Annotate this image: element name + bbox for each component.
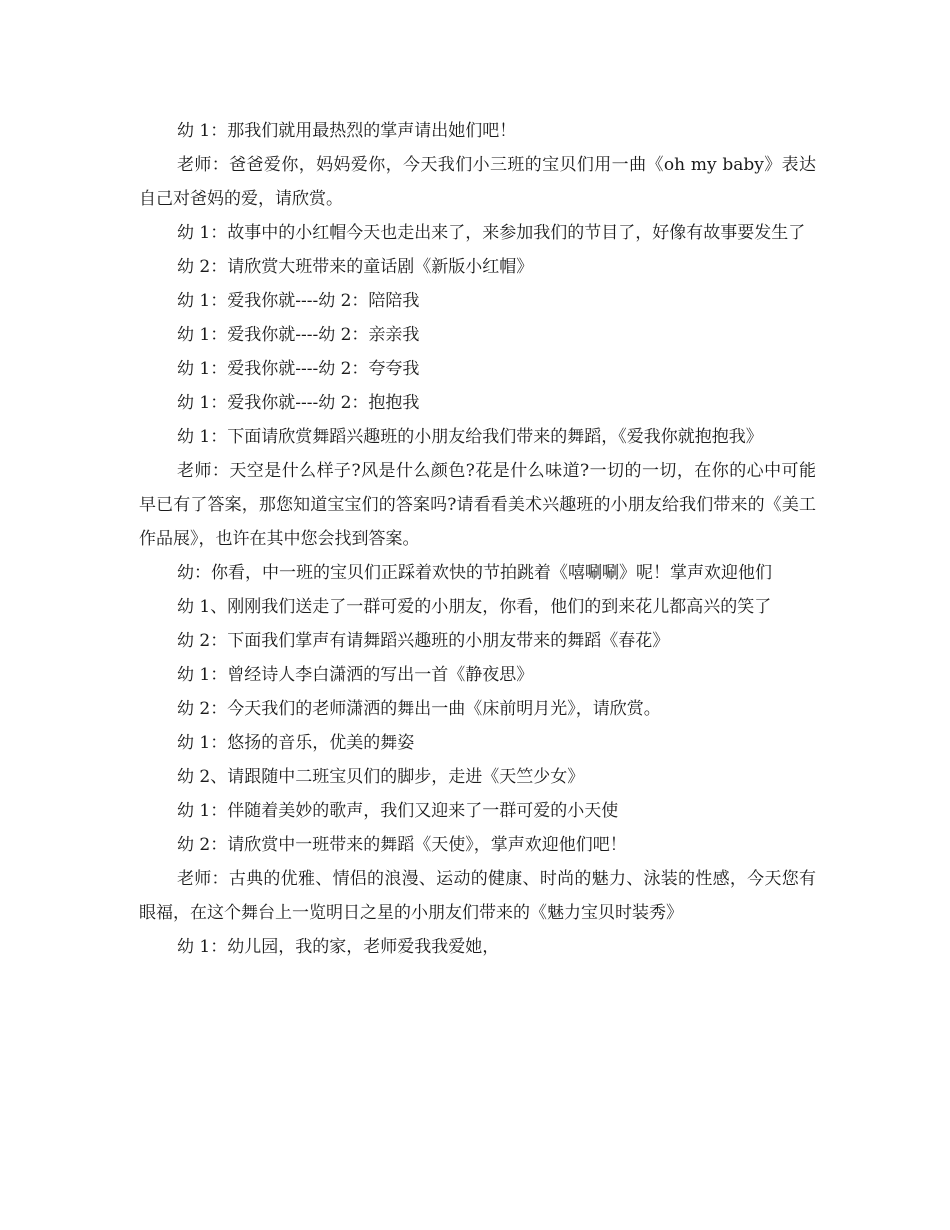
paragraph: 幼 1：爱我你就----幼 2：夸夸我 [177, 359, 420, 379]
paragraph: 老师：爸爸爱你，妈妈爱你，今天我们小三班的宝贝们用一曲《oh my baby》表达自己对爸妈的爱，请欣赏。 [139, 155, 816, 209]
paragraph: 幼 2：请欣赏大班带来的童话剧《新版小红帽》 [177, 257, 534, 277]
paragraph: 幼 2、请跟随中二班宝贝们的脚步，走进《天竺少女》 [177, 767, 585, 787]
paragraph: 幼 1、刚刚我们送走了一群可爱的小朋友，你看，他们的到来花儿都高兴的笑了 [177, 597, 772, 617]
paragraph: 老师：天空是什么样子?风是什么颜色?花是什么味道?一切的一切，在你的心中可能早已有了答案，那您知道宝宝们的答案吗?请看看美术兴趣班的小朋友给我们带来的《美工作品展》，也许在其中您会找到答案。 [139, 461, 816, 549]
paragraph: 幼 1：伴随着美妙的歌声，我们又迎来了一群可爱的小天使 [177, 801, 619, 821]
paragraph: 老师：古典的优雅、情侣的浪漫、运动的健康、时尚的魅力、泳装的性感，今天您有眼福，在这个舞台上一览明日之星的小朋友们带来的《魅力宝贝时装秀》 [139, 869, 816, 923]
paragraph: 幼 2：请欣赏中一班带来的舞蹈《天使》，掌声欢迎他们吧！ [177, 835, 627, 855]
paragraph: 幼 1：幼儿园，我的家，老师爱我我爱她， [177, 937, 500, 957]
paragraph: 幼 1：爱我你就----幼 2：抱抱我 [177, 393, 420, 413]
paragraph: 幼：你看，中一班的宝贝们正踩着欢快的节拍跳着《嘻唰唰》呢！掌声欢迎他们 [177, 563, 772, 583]
paragraph: 幼 2：今天我们的老师潇洒的舞出一曲《床前明月光》，请欣赏。 [177, 699, 661, 719]
paragraph: 幼 1：悠扬的音乐，优美的舞姿 [177, 733, 415, 753]
document-body [139, 114, 816, 964]
paragraph: 幼 1：故事中的小红帽今天也走出来了，来参加我们的节目了，好像有故事要发生了 [177, 223, 806, 243]
paragraph: 幼 1：那我们就用最热烈的掌声请出她们吧！ [177, 121, 517, 141]
paragraph: 幼 1：爱我你就----幼 2：陪陪我 [177, 291, 420, 311]
paragraph: 幼 1：曾经诗人李白潇洒的写出一首《静夜思》 [177, 665, 534, 685]
paragraph: 幼 1：爱我你就----幼 2：亲亲我 [177, 325, 420, 345]
paragraph: 幼 1：下面请欣赏舞蹈兴趣班的小朋友给我们带来的舞蹈，《爱我你就抱抱我》 [177, 427, 763, 447]
paragraph: 幼 2：下面我们掌声有请舞蹈兴趣班的小朋友带来的舞蹈《春花》 [177, 631, 670, 651]
